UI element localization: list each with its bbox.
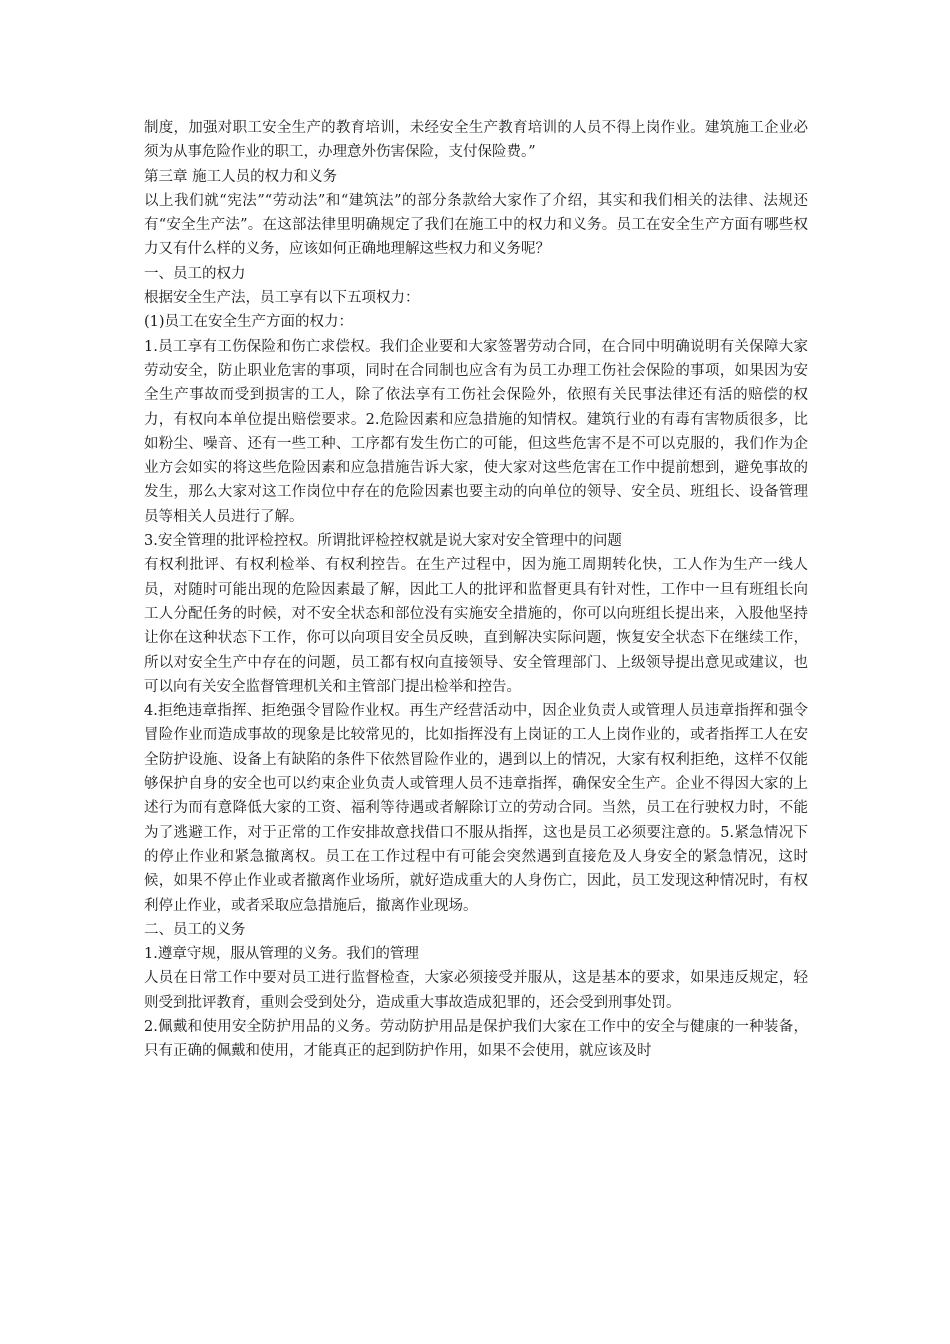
paragraph-right-3-title: 3.安全管理的批评检控权。所谓批评检控权就是说大家对安全管理中的问题 xyxy=(144,533,622,550)
section-heading-duties: 二、员工的义务 xyxy=(144,921,246,938)
paragraph-duty-2: 2.佩戴和使用安全防护用品的义务。劳动防护用品是保护我们大家在工作中的安全与健康的一种装备，只有正确的佩戴和使用，才能真正的起到防护作用，如果不会使用，就应该及时 xyxy=(144,1018,808,1060)
paragraph-duty-1-body: 人员在日常工作中要对员工进行监督检查，大家必须接受并服从，这是基本的要求，如果违反规定，轻则受到批评教育，重则会受到处分，造成重大事故造成犯罪的，还会受到刑事处罚。 xyxy=(144,970,808,1011)
paragraph-five-rights: 根据安全生产法，员工享有以下五项权力： xyxy=(144,290,420,307)
paragraph-intro-continuation: 制度，加强对职工安全生产的教育培训，未经安全生产教育培训的人员不得上岗作业。建筑施工企业必须为从事危险作业的职工，办理意外伤害保险，支付保险费。” xyxy=(144,120,808,161)
section-heading-rights: 一、员工的权力 xyxy=(144,265,246,282)
paragraph-right-3-body: 有权利批评、有权利检举、有权利控告。在生产过程中，因为施工周期转化快，工人作为生产一线人员，对随时可能出现的危险因素最了解，因此工人的批评和监督更具有针对性，工作中一旦有班组长向工人分配任务的时候，对不安全状态和部位没有实施安全措施的，你可以向班组长提出来，入股他坚持让你在这种状态下工作，你可以向项目安全员反映，直到解决实际问题，恢复安全状态下在继续工作，所以对安全生产中存在的问题，员工都有权向直接领导、安全管理部门、上级领导提出意见或建议，也可以向有关安全监督管理机关和主管部门提出检举和控告。 xyxy=(144,557,808,695)
paragraph-chapter-intro: 以上我们就“宪法”“劳动法”和“建筑法”的部分条款给大家作了介绍，其实和我们相关的法律、法规还有“安全生产法”。在这部法律里明确规定了我们在施工中的权力和义务。员工在安全生产方面有哪些权力又有什么样的义务，应该如何正确地理解这些权力和义务呢？ xyxy=(144,192,808,258)
paragraph-right-1-2: 1.员工享有工伤保险和伤亡求偿权。我们企业要和大家签署劳动合同，在合同中明确说明有关保障大家劳动安全，防止职业危害的事项，同时在合同制也应含有为员工办理工伤社会保险的事项，如果因为安全生产事故而受到损害的工人，除了依法享有工伤社会保险外，依照有关民事法律还有活的赔偿的权力，有权向本单位提出赔偿要求。2.危险因素和应急措施的知情权。建筑行业的有毒有害物质很多，比如粉尘、噪音、还有一些工种、工序都有发生伤亡的可能，但这些危害不是不可以克服的，我们作为企业方会如实的将这些危险因素和应急措施告诉大家，使大家对这些危害在工作中提前想到，避免事故的发生，那么大家对这工作岗位中存在的危险因素也要主动的向单位的领导、安全员、班组长、设备管理员等相关人员进行了解。 xyxy=(144,338,808,525)
chapter-heading: 第三章 施工人员的权力和义务 xyxy=(144,168,338,185)
paragraph-duty-1-title: 1.遵章守规，服从管理的义务。我们的管理 xyxy=(144,946,419,963)
subheading-safety-rights: (1)员工在安全生产方面的权力： xyxy=(144,314,354,331)
document-body xyxy=(144,116,808,1064)
paragraph-right-4-5: 4.拒绝违章指挥、拒绝强令冒险作业权。再生产经营活动中，因企业负责人或管理人员违章指挥和强令冒险作业而造成事故的现象是比较常见的，比如指挥没有上岗证的工人上岗作业的，或者指挥工人在安全防护设施、设备上有缺陷的条件下依然冒险作业的，遇到以上的情况，大家有权利拒绝，这样不仅能够保护自身的安全也可以约束企业负责人或管理人员不违章指挥，确保安全生产。企业不得因大家的上述行为而有意降低大家的工资、福利等待遇或者解除订立的劳动合同。当然，员工在行驶权力时，不能为了逃避工作，对于正常的工作安排故意找借口不服从指挥，这也是员工必须要注意的。5.紧急情况下的停止作业和紧急撤离权。员工在工作过程中有可能会突然遇到直接危及人身安全的紧急情况，这时候，如果不停止作业或者撤离作业场所，就好造成重大的人身伤亡，因此，员工发现这种情况时，有权利停止作业，或者采取应急措施后，撤离作业现场。 xyxy=(144,703,808,914)
